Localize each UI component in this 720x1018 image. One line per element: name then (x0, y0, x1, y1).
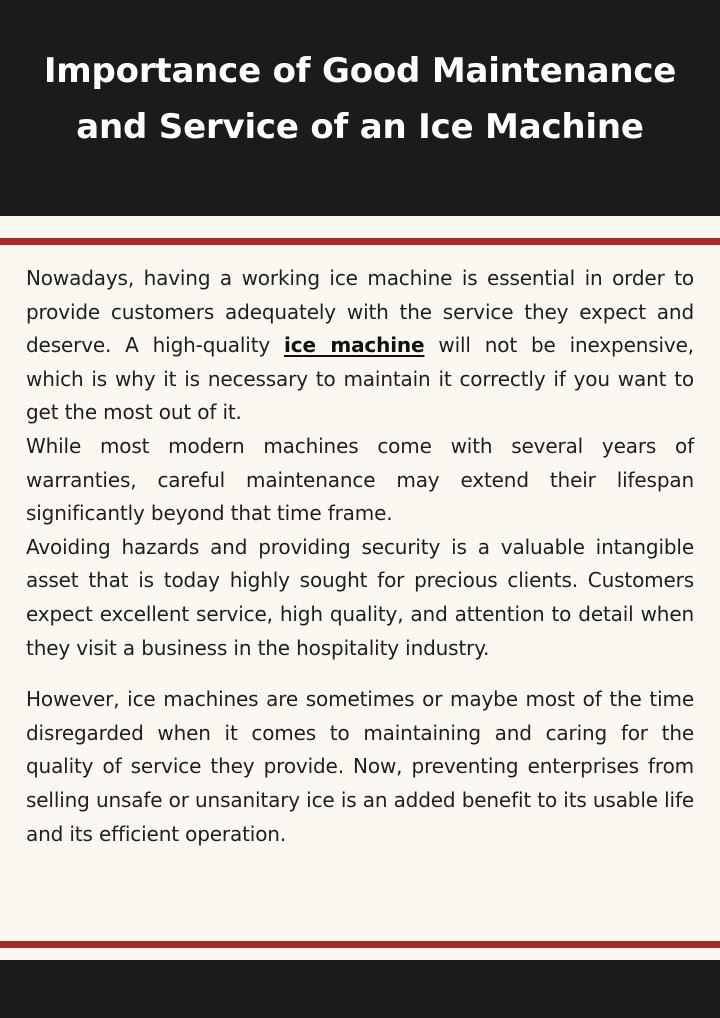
page-title (44, 43, 676, 155)
paragraph-intro-start: Nowadays, having a working ice machine is essential in order to provide customers adequately with the service they expect and deserve. A high-quality (26, 266, 694, 358)
title-line-2: and Service of an Ice Machine (76, 107, 644, 147)
ice-machine-link[interactable]: ice machine (284, 333, 425, 358)
header-gap (0, 216, 720, 238)
bottom-divider (0, 941, 720, 948)
header-banner (0, 0, 720, 216)
footer-band (0, 960, 720, 1018)
top-divider (0, 238, 720, 245)
paragraph-warranty: While most modern machines come with several years of warranties, careful maintenance may extend their lifespan significantly beyond that time frame. (26, 433, 694, 526)
paragraph-security: Avoiding hazards and providing security is a valuable intangible asset that is today highly sought for precious clients. Customers expect excellent service, high quality, and attention to detail when they visit a business in the hospitality industry. (26, 534, 694, 660)
title-line-1: Importance of Good Maintenance (43, 51, 677, 91)
paragraph-operation: However, ice machines are sometimes or maybe most of the time disregarded when it comes to maintaining and caring for the quality of service they provide. Now, preventing enterprises from selling unsafe or unsanitary ice is an added benefit to its usable life and its efficient operation. (26, 687, 694, 846)
paragraph-intro-end: will not be inexpensive, which is why it is necessary to maintain it correctly if you want to get the most out of it. (26, 333, 694, 425)
article-body (26, 262, 694, 851)
paragraph-intro (26, 262, 694, 430)
